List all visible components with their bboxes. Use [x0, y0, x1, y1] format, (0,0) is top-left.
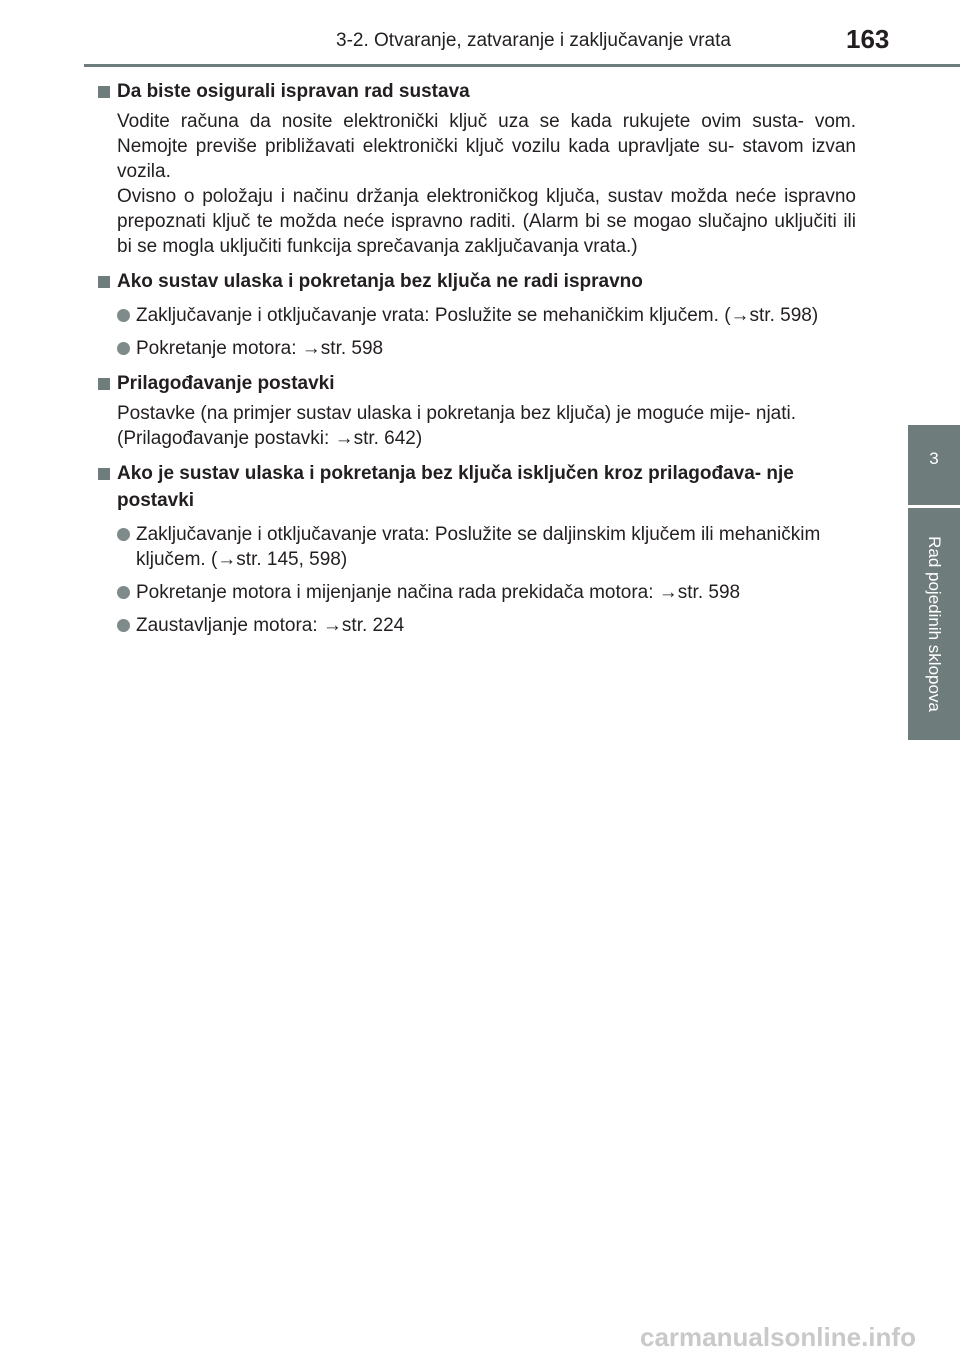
- circle-bullet-icon: [117, 586, 130, 599]
- footer-watermark: carmanualsonline.info: [640, 1322, 916, 1352]
- circle-bullet-icon: [117, 309, 130, 322]
- list-item-text: Pokretanje motora: →str. 598: [136, 338, 384, 359]
- section: [98, 78, 856, 259]
- section-heading: [98, 460, 856, 514]
- section-heading-text: Prilagođavanje postavki: [117, 373, 335, 394]
- header-rule: [84, 64, 960, 67]
- section-heading-text: Da biste osigurali ispravan rad sustava: [117, 81, 470, 102]
- section-heading: [98, 370, 856, 397]
- page-content: [98, 78, 856, 647]
- square-bullet-icon: [98, 378, 110, 390]
- page-number: 163: [846, 24, 890, 54]
- list-item-text: Zaustavljanje motora: →str. 224: [136, 615, 405, 636]
- section-heading-text: Ako sustav ulaska i pokretanja bez ključa ne radi ispravno: [117, 271, 643, 292]
- circle-bullet-icon: [117, 619, 130, 632]
- chapter-label-tab: [908, 508, 960, 740]
- paragraph: Vodite računa da nosite elektronički ključ uza se kada rukujete ovim susta- vom. Nemojte previše približavati elektronički ključ vozilu kada upravljate su- stavom izvan vozila.: [117, 111, 856, 182]
- list-item: [98, 522, 856, 572]
- list-item-text: Zaključavanje i otključavanje vrata: Poslužite se mehaničkim ključem. (→str. 598): [136, 305, 819, 326]
- list-item: [98, 613, 856, 638]
- chapter-tab-number: 3: [929, 449, 939, 468]
- section: [98, 460, 856, 638]
- square-bullet-icon: [98, 86, 110, 98]
- list-item-text: Zaključavanje i otključavanje vrata: Poslužite se daljinskim ključem ili mehaničkim ključem. (→str. 145, 598): [136, 524, 821, 570]
- square-bullet-icon: [98, 276, 110, 288]
- square-bullet-icon: [98, 468, 110, 480]
- list-item-text: Pokretanje motora i mijenjanje načina rada prekidača motora: →str. 598: [136, 582, 741, 603]
- paragraph: Postavke (na primjer sustav ulaska i pokretanja bez ključa) je moguće mije- njati.: [117, 403, 797, 424]
- chapter-label: Rad pojedinih sklopova: [925, 536, 944, 712]
- circle-bullet-icon: [117, 528, 130, 541]
- header-title: 3-2. Otvaranje, zatvaranje i zaključavanje vrata: [336, 30, 731, 51]
- section-heading: [98, 78, 856, 105]
- paragraph: (Prilagođavanje postavki: →str. 642): [117, 428, 423, 449]
- section: [98, 370, 856, 451]
- chapter-tab[interactable]: [908, 425, 960, 505]
- section-heading: [98, 268, 856, 295]
- list-item: [98, 336, 856, 361]
- paragraph: Ovisno o položaju i načinu držanja elektroničkog ključa, sustav možda neće ispravno prepoznati ključ te možda neće ispravno raditi. (Alarm bi se mogao slučajno uključiti ili bi se mogla uključiti funkcija sprečavanja zaključavanja vrata.): [117, 186, 856, 257]
- list-item: [98, 580, 856, 605]
- list-item: [98, 303, 856, 328]
- section: [98, 268, 856, 361]
- section-heading-text: Ako je sustav ulaska i pokretanja bez ključa isključen kroz prilagođava- nje postavki: [117, 463, 794, 511]
- circle-bullet-icon: [117, 342, 130, 355]
